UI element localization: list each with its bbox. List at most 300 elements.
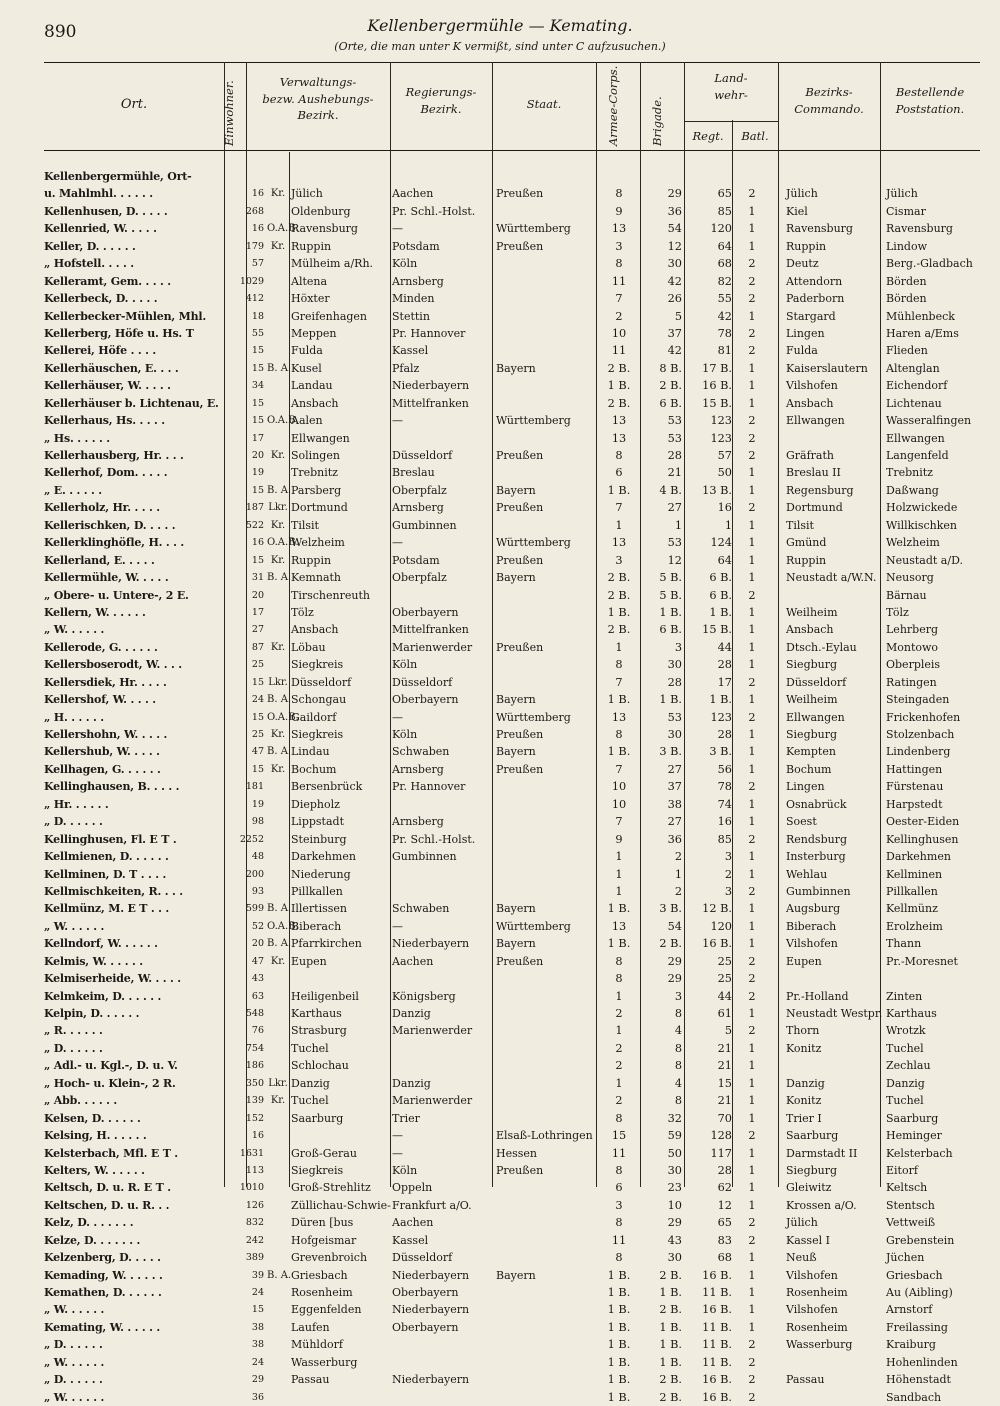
regierungs-bezirk: Niederbayern <box>392 1303 470 1317</box>
table-row <box>44 743 980 760</box>
regierungs-bezirk: Gumbinnen <box>392 850 457 864</box>
table-row <box>44 203 980 220</box>
regierungs-bezirk: Minden <box>392 292 435 306</box>
post-station: Eichendorf <box>886 379 948 393</box>
post-station: Kraiburg <box>886 1338 936 1352</box>
landwehr-regiment: 3 <box>724 850 732 864</box>
population: 29 <box>251 1374 264 1386</box>
state: Bayern <box>496 483 536 497</box>
district: Laufen <box>291 1320 330 1334</box>
place-name: Kellmienen, D. . . . . . <box>44 850 169 864</box>
population: 1631 <box>239 1147 264 1159</box>
brigade: 12 <box>667 553 682 567</box>
battalion: 2 <box>748 431 756 445</box>
battalion: 1 <box>748 605 756 619</box>
battalion: 2 <box>748 1129 756 1143</box>
battalion: 1 <box>748 1286 756 1299</box>
battalion: 1 <box>748 1251 756 1265</box>
population: 25 <box>251 729 264 740</box>
table-row <box>44 1179 980 1196</box>
regierungs-bezirk: Stettin <box>392 309 430 323</box>
page-number: 890 <box>44 22 77 42</box>
post-station: Arnstorf <box>886 1303 933 1317</box>
battalion: 1 <box>748 1181 756 1195</box>
place-name: „ W. . . . . . <box>44 623 105 637</box>
table-row <box>44 1005 980 1022</box>
battalion: 1 <box>748 518 756 532</box>
brigade: 53 <box>667 414 682 428</box>
state: Preußen <box>496 762 544 776</box>
population: 113 <box>245 1164 264 1176</box>
district: Greifenhagen <box>291 309 368 323</box>
army-corps: 1 <box>615 884 623 898</box>
regierungs-bezirk: Königsberg <box>392 989 456 1003</box>
battalion: 2 <box>748 954 756 968</box>
header-landwehr: Land- wehr- <box>714 71 748 102</box>
table-row <box>44 220 980 237</box>
place-name: Kellerbeck, D. . . . . <box>44 292 158 306</box>
population: 15 <box>251 763 264 775</box>
army-corps: 2 <box>615 1041 623 1055</box>
district-type: B. A. <box>267 572 292 584</box>
district: Siegkreis <box>291 658 344 672</box>
army-corps: 8 <box>615 972 623 986</box>
population: 15 <box>251 484 264 496</box>
place-name: Kellersboserodt, W. . . . <box>44 658 182 672</box>
brigade: 38 <box>667 797 682 811</box>
landwehr-regiment: 16 B. <box>702 1390 732 1404</box>
regierungs-bezirk: — <box>392 414 403 428</box>
battalion: 1 <box>748 379 756 393</box>
landwehr-regiment: 6 B. <box>709 571 732 585</box>
district-command: Lingen <box>786 326 825 340</box>
brigade: 10 <box>667 1198 682 1212</box>
population: 548 <box>245 1008 264 1019</box>
regierungs-bezirk: Niederbayern <box>392 1268 470 1282</box>
brigade: 2 B. <box>659 1268 682 1282</box>
table-row <box>44 796 980 813</box>
table-row <box>44 377 980 394</box>
regierungs-bezirk: Pr. Hannover <box>392 326 466 340</box>
header-ort: Ort. <box>120 97 148 112</box>
army-corps: 2 <box>615 1059 623 1073</box>
district-command: Konitz <box>786 1041 822 1055</box>
district-command: Kiel <box>786 204 808 218</box>
table-row <box>44 447 980 464</box>
battalion: 1 <box>748 762 756 776</box>
place-name: „ W. . . . . . <box>44 1303 105 1317</box>
district-command: Gmünd <box>786 536 827 550</box>
post-station: Jülich <box>886 187 918 201</box>
post-station: Lehrberg <box>886 623 939 637</box>
population: 268 <box>245 205 264 217</box>
district-command: Siegburg <box>786 728 838 741</box>
population: 93 <box>251 885 264 897</box>
district: Lippstadt <box>291 815 344 829</box>
place-name: Kellenhusen, D. . . . . <box>44 204 168 218</box>
post-station: Ratingen <box>886 675 937 689</box>
brigade: 8 <box>674 1041 682 1055</box>
army-corps: 11 <box>611 274 627 288</box>
table-row <box>44 1319 980 1336</box>
army-corps: 1 B. <box>607 379 631 393</box>
post-station: Haren a/Ems <box>886 326 959 340</box>
battalion: 2 <box>748 1233 756 1247</box>
regierungs-bezirk: Mittelfranken <box>392 396 469 410</box>
district-command: Dtsch.-Eylau <box>786 640 857 654</box>
place-name: Kellershof, W. . . . . <box>44 693 156 707</box>
regierungs-bezirk: Danzig <box>392 1007 431 1020</box>
army-corps: 1 B. <box>607 902 631 916</box>
army-corps: 9 <box>615 204 623 218</box>
post-station: Stolzenbach <box>886 728 955 741</box>
brigade: 1 <box>674 867 682 881</box>
landwehr-regiment: 3 B. <box>709 745 732 759</box>
district-type: B. A. <box>267 1269 292 1281</box>
table-row <box>44 517 980 534</box>
landwehr-regiment: 28 <box>717 728 732 741</box>
district: Danzig <box>291 1076 330 1090</box>
post-station: Tuchel <box>886 1041 924 1055</box>
district-type: O.A.B. <box>267 537 299 549</box>
brigade: 5 <box>674 309 682 323</box>
district: Grevenbroich <box>291 1251 368 1265</box>
place-name: Kelpin, D. . . . . . <box>44 1007 140 1020</box>
battalion: 1 <box>748 1146 756 1160</box>
place-name: Kemating, W. . . . . . <box>44 1320 161 1334</box>
battalion: 1 <box>748 1303 756 1317</box>
post-station: Cismar <box>886 204 926 218</box>
regierungs-bezirk: Schwaben <box>392 902 450 916</box>
brigade: 27 <box>667 762 682 776</box>
district: Tirschenreuth <box>291 588 370 602</box>
post-station: Oberpleis <box>886 658 941 672</box>
post-station: Bärnau <box>886 588 927 602</box>
table-row <box>44 395 980 412</box>
brigade: 2 <box>674 884 682 898</box>
army-corps: 1 B. <box>607 483 631 497</box>
population: 1029 <box>239 275 264 287</box>
post-station: Mühlenbeck <box>886 309 955 323</box>
district-command: Tilsit <box>786 518 814 532</box>
place-name: Kellerhof, Dom. . . . . <box>44 466 168 480</box>
brigade: 59 <box>667 1129 682 1143</box>
battalion: 1 <box>748 919 756 933</box>
brigade: 3 B. <box>659 902 682 916</box>
top-rule <box>44 62 980 63</box>
district-command: Saarburg <box>786 1129 839 1143</box>
brigade: 29 <box>667 187 682 201</box>
post-station: Wrotzk <box>886 1024 926 1038</box>
army-corps: 1 B. <box>607 745 631 759</box>
brigade: 4 <box>674 1076 682 1090</box>
district: Groß-Gerau <box>291 1146 357 1160</box>
army-corps: 7 <box>615 501 623 515</box>
district: Mülheim a/Rh. <box>291 257 374 271</box>
header-staat: Staat. <box>526 97 562 111</box>
table-row <box>44 1214 980 1231</box>
regierungs-bezirk: Danzig <box>392 1076 431 1090</box>
landwehr-regiment: 78 <box>717 780 732 794</box>
army-corps: 2 <box>615 1094 623 1108</box>
district-type: B. A. <box>267 938 292 950</box>
table-row <box>44 1267 980 1284</box>
battalion: 1 <box>748 902 756 916</box>
landwehr-regiment: 78 <box>717 326 732 340</box>
battalion: 1 <box>748 1163 756 1177</box>
army-corps: 10 <box>611 326 627 340</box>
regierungs-bezirk: Düsseldorf <box>392 675 453 689</box>
district-command: Darmstadt II <box>786 1146 858 1160</box>
district-command: Krossen a/O. <box>786 1198 857 1212</box>
regierungs-bezirk: Oberpfalz <box>392 483 447 497</box>
regierungs-bezirk: Aachen <box>392 187 434 201</box>
landwehr-regiment: 21 <box>717 1041 732 1055</box>
district: Bersenbrück <box>291 780 363 794</box>
place-name: Kellerbecker-Mühlen, Mhl. <box>44 309 207 323</box>
district: Höxter <box>291 292 330 306</box>
brigade: 5 B. <box>659 571 682 585</box>
battalion: 1 <box>748 553 756 567</box>
regierungs-bezirk: Kassel <box>392 344 429 358</box>
state: Württemberg <box>496 710 571 724</box>
table-row <box>44 813 980 830</box>
state: Preußen <box>496 449 544 462</box>
post-station: Tuchel <box>886 1094 924 1108</box>
table-row <box>44 639 980 656</box>
district: Diepholz <box>291 797 340 811</box>
landwehr-regiment: 42 <box>717 309 732 323</box>
district-command: Ansbach <box>786 623 834 637</box>
district-command: Wasserburg <box>786 1338 853 1352</box>
landwehr-regiment: 16 B. <box>702 1268 732 1282</box>
post-station: Hattingen <box>886 762 943 776</box>
district-command: Pr.-Holland <box>786 989 849 1003</box>
district-command: Ansbach <box>786 396 834 410</box>
army-corps: 1 <box>615 850 623 864</box>
population: 20 <box>251 589 264 601</box>
brigade: 1 B. <box>659 1320 682 1334</box>
population: 126 <box>245 1199 264 1211</box>
district: Biberach <box>291 919 342 933</box>
district-type: Kr. <box>270 519 286 531</box>
table-row <box>44 1075 980 1092</box>
table-row <box>44 569 980 586</box>
district: Ansbach <box>291 623 339 637</box>
regierungs-bezirk: Schwaben <box>392 745 450 759</box>
population: 16 <box>251 223 264 235</box>
district-command: Regensburg <box>786 483 854 497</box>
population: 412 <box>245 293 264 305</box>
brigade: 1 B. <box>659 605 682 619</box>
district-command: Kassel I <box>786 1233 830 1247</box>
brigade: 5 B. <box>659 588 682 602</box>
army-corps: 1 B. <box>607 1390 631 1404</box>
district: Altena <box>291 274 328 288</box>
district: Tuchel <box>291 1041 329 1055</box>
army-corps: 10 <box>611 797 627 811</box>
regierungs-bezirk: Marienwerder <box>392 1024 473 1038</box>
brigade: 1 <box>674 518 682 532</box>
district-command: Rosenheim <box>786 1286 848 1299</box>
brigade: 29 <box>667 1216 682 1230</box>
population: 832 <box>245 1217 264 1229</box>
brigade: 54 <box>667 919 682 933</box>
landwehr-regiment: 55 <box>717 292 732 306</box>
brigade: 27 <box>667 815 682 829</box>
brigade: 2 B. <box>659 1390 682 1404</box>
population: 15 <box>251 345 264 357</box>
district-type: Lkr. <box>268 676 288 688</box>
population: 15 <box>251 554 264 566</box>
population: 200 <box>245 868 264 880</box>
table-row <box>44 1022 980 1039</box>
population: 754 <box>245 1042 264 1054</box>
table-row <box>44 709 980 726</box>
brigade: 37 <box>667 326 682 340</box>
army-corps: 13 <box>611 919 627 933</box>
regierungs-bezirk: Oberbayern <box>392 1320 459 1334</box>
header-armee-corps: Armee-Corps. <box>606 65 620 146</box>
table-row <box>44 255 980 272</box>
post-station: Zinten <box>886 989 923 1003</box>
army-corps: 2 B. <box>607 623 631 637</box>
place-name: „ Adl.- u. Kgl.-, D. u. V. <box>44 1059 178 1073</box>
population: 15 <box>251 397 264 409</box>
army-corps: 15 <box>611 1129 627 1143</box>
landwehr-regiment: 16 B. <box>702 1303 732 1317</box>
table-row <box>44 290 980 307</box>
landwehr-regiment: 25 <box>717 954 732 968</box>
district-command: Bochum <box>786 762 832 776</box>
place-name: Kellerhausberg, Hr. . . . <box>44 449 184 462</box>
district: Strasburg <box>291 1024 347 1038</box>
post-station: Höhenstadt <box>886 1373 951 1387</box>
place-name: Kemading, W. . . . . . <box>44 1268 163 1282</box>
battalion: 1 <box>748 239 756 253</box>
post-station: Willkischken <box>886 518 958 532</box>
landwehr-regiment: 1 B. <box>709 693 732 707</box>
army-corps: 8 <box>615 257 623 271</box>
district: Eupen <box>291 954 327 968</box>
brigade: 26 <box>667 292 682 306</box>
army-corps: 8 <box>615 658 623 672</box>
district-command: Neustadt Westpr. <box>786 1007 883 1020</box>
district: Heiligenbeil <box>291 989 359 1003</box>
district-command: Weilheim <box>786 605 838 619</box>
brigade: 4 <box>674 1024 682 1038</box>
population: 36 <box>251 1391 264 1403</box>
post-station: Griesbach <box>886 1268 943 1282</box>
regierungs-bezirk: Oberbayern <box>392 1286 459 1299</box>
place-name: Kelmis, W. . . . . . <box>44 954 143 968</box>
brigade: 30 <box>667 1163 682 1177</box>
regierungs-bezirk: — <box>392 222 403 236</box>
population: 47 <box>251 955 264 967</box>
battalion: 1 <box>748 1198 756 1212</box>
population: 15 <box>251 676 264 688</box>
landwehr-regiment: 81 <box>717 344 732 358</box>
regierungs-bezirk: Pr. Hannover <box>392 780 466 794</box>
district: Tölz <box>291 605 314 619</box>
post-station: Eitorf <box>886 1163 918 1177</box>
table-row <box>44 273 980 290</box>
place-name: Kellershub, W. . . . . <box>44 745 160 759</box>
post-station: Sandbach <box>886 1390 942 1404</box>
landwehr-regiment: 13 B. <box>702 483 732 497</box>
table-row <box>44 883 980 900</box>
state: Württemberg <box>496 536 571 550</box>
table-row <box>44 412 980 429</box>
regierungs-bezirk: Arnsberg <box>392 762 444 776</box>
population: 15 <box>251 415 264 427</box>
district-type: Kr. <box>270 641 286 653</box>
brigade: 23 <box>667 1181 682 1195</box>
district-type: O.A.B. <box>267 920 299 932</box>
battalion: 1 <box>748 483 756 497</box>
gazetteer-table <box>44 168 980 1406</box>
population: 242 <box>245 1234 264 1246</box>
battalion: 1 <box>748 1111 756 1125</box>
landwehr-regiment: 21 <box>717 1059 732 1073</box>
landwehr-regiment: 62 <box>717 1181 732 1195</box>
brigade: 1 B. <box>659 1355 682 1369</box>
place-name: Keller, D. . . . . . <box>44 239 136 253</box>
place-name: „ Obere- u. Untere-, 2 E. <box>44 588 189 602</box>
table-row <box>44 1232 980 1249</box>
army-corps: 6 <box>615 1181 623 1195</box>
battalion: 2 <box>748 972 756 986</box>
brigade: 2 B. <box>659 1303 682 1317</box>
post-station: Langenfeld <box>886 449 949 462</box>
post-station: Keltsch <box>886 1181 928 1195</box>
regierungs-bezirk: Marienwerder <box>392 640 473 654</box>
brigade: 21 <box>667 466 682 480</box>
brigade: 27 <box>667 501 682 515</box>
landwehr-regiment: 16 <box>717 501 732 515</box>
state: Hessen <box>496 1146 537 1160</box>
table-row <box>44 1092 980 1109</box>
landwehr-regiment: 120 <box>710 919 732 933</box>
landwehr-regiment: 25 <box>717 972 732 986</box>
regierungs-bezirk: — <box>392 1146 403 1160</box>
battalion: 1 <box>748 693 756 707</box>
district-type: B. A. <box>267 484 292 496</box>
population: 19 <box>251 798 264 810</box>
landwehr-regiment: 68 <box>717 257 732 271</box>
place-name: „ H. . . . . . <box>44 710 104 724</box>
brigade: 29 <box>667 972 682 986</box>
population: 24 <box>251 1287 264 1298</box>
population: 38 <box>251 1321 264 1333</box>
battalion: 1 <box>748 797 756 811</box>
population: 52 <box>251 920 264 932</box>
landwehr-regiment: 50 <box>717 466 732 480</box>
state: Elsaß-Lothringen <box>496 1129 593 1143</box>
population: 27 <box>251 624 264 636</box>
landwehr-regiment: 16 B. <box>702 379 732 393</box>
army-corps: 7 <box>615 815 623 829</box>
army-corps: 1 B. <box>607 1338 631 1352</box>
battalion: 2 <box>748 675 756 689</box>
district-command: Konitz <box>786 1094 822 1108</box>
battalion: 1 <box>748 309 756 323</box>
brigade: 30 <box>667 658 682 672</box>
population: 17 <box>251 432 264 444</box>
landwehr-regiment: 120 <box>710 222 732 236</box>
place-name: Keltschen, D. u. R. . . <box>44 1198 170 1212</box>
district: Siegkreis <box>291 728 344 741</box>
